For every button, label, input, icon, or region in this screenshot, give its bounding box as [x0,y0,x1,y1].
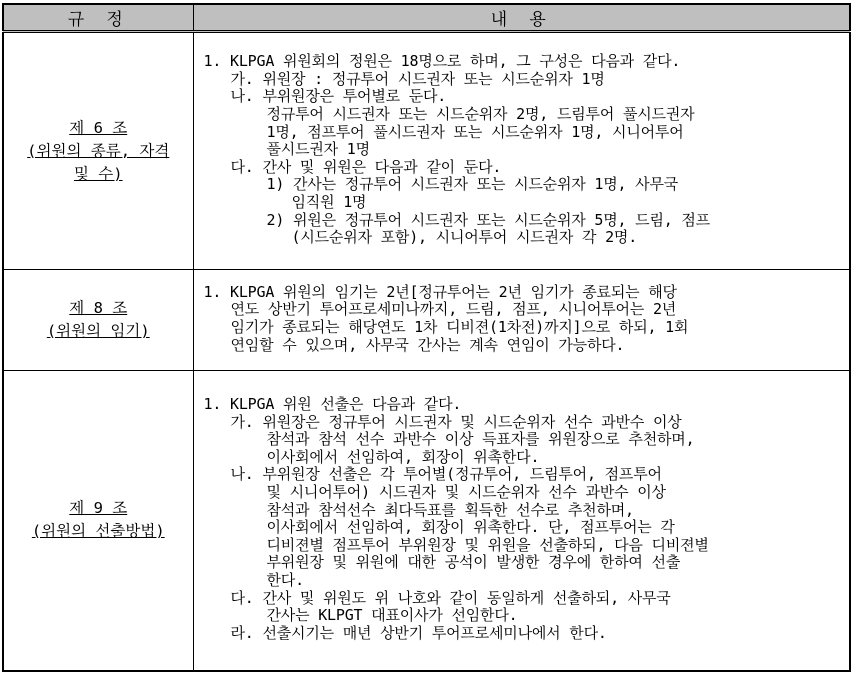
article-title: 및 수) [73,164,123,183]
content-line: 나. 부위원장 선출은 각 투어별(정규투어, 드림투어, 점프투어 [230,465,662,484]
header-row [3,4,850,32]
content-line: 부위원장 및 위원에 대한 공석이 발생한 경우에 한하여 선출 [266,553,681,572]
content-line: 다. 간사 및 위원도 위 나호와 같이 동일하게 선출하되, 사무국 [230,588,671,607]
content-line: 정규투어 시드권자 또는 시드순위자 2명, 드림투어 풀시드권자 [266,105,695,124]
content-line: 한다. [266,571,304,590]
article-number: 제 6 조 [69,118,128,137]
content-line: 참석과 참석 선수 과반수 이상 득표자를 위원장으로 추천하며, [266,430,695,449]
table-row [3,32,850,270]
content-line: 1) 간사는 정규투어 시드권자 또는 시드순위자 1명, 사무국 [266,175,679,194]
content-line: 풀시드권자 1명 [266,140,370,159]
content-line: (시드순위자 포함), 시니어투어 시드권자 각 2명. [291,228,638,247]
content-line: 가. 위원장 : 정규투어 시드권자 또는 시드순위자 1명 [230,69,605,88]
content-line: 1. KLPGA 위원의 임기는 2년[정규투어는 2년 임기가 종료되는 해당 [203,282,677,301]
content-line: 임기가 종료되는 해당연도 1차 디비젼(1차전)까지]으로 하되, 1회 [230,318,689,336]
article-title: (위원의 선출방법) [31,522,165,541]
article-number: 제 8 조 [69,299,128,317]
content-line: 및 시니어투어) 시드권자 및 시드순위자 선수 과반수 이상 [266,483,666,502]
content-line: 간사는 KLPGT 대표이사가 선임한다. [266,606,518,625]
table-row [3,371,850,671]
content-line: 연도 상반기 투어프로세미나까지, 드림, 점프, 시니어투어는 2년 [230,300,677,319]
content-line: 참석과 참석선수 최다득표를 획득한 선수로 추천하며, [266,500,634,519]
regulations-table [2,3,851,672]
content-line: 1. KLPGA 위원회의 정원은 18명으로 하며, 그 구성은 다음과 같다. [203,52,681,71]
content-cell-article-8 [193,270,850,371]
article-number: 제 9 조 [69,499,128,518]
content-line: 1. KLPGA 위원 선출은 다음과 같다. [203,395,462,414]
content-cell-article-9 [193,371,850,671]
content-line: 디비젼별 점프투어 부위원장 및 위원을 선출하되, 다음 디비젼별 [266,535,709,554]
content-line: 라. 선출시기는 매년 상반기 투어프로세미나에서 한다. [230,623,607,642]
article-title: (위원의 임기) [46,322,150,340]
table-row [3,270,850,371]
header-rule: 규 정 [3,4,193,32]
content-line: 연임할 수 있으며, 사무국 간사는 계속 연임이 가능하다. [230,335,625,354]
article-title: (위원의 종류, 자격 [27,141,170,160]
content-line: 2) 위원은 정규투어 시드권자 또는 시드순위자 5명, 드림, 점프 [266,210,710,229]
rule-cell-article-9 [3,371,193,671]
content-line: 이사회에서 선임하여, 회장이 위촉한다. 단, 점프투어는 각 [266,518,675,537]
content-line: 이사회에서 선임하여, 회장이 위촉한다. [266,447,540,466]
content-line: 1명, 점프투어 풀시드권자 또는 시드순위자 1명, 시니어투어 [266,122,684,141]
content-line: 가. 위원장은 정규투어 시드권자 및 시드순위자 선수 과반수 이상 [230,412,682,431]
content-line: 다. 간사 및 위원은 다음과 같이 둔다. [230,157,502,176]
content-cell-article-6 [193,32,850,270]
rule-cell-article-6 [3,32,193,270]
content-line: 임직원 1명 [291,192,367,211]
header-content: 내 용 [193,4,850,32]
content-line: 나. 부위원장은 투어별로 둔다. [230,87,447,106]
rule-cell-article-8 [3,270,193,371]
